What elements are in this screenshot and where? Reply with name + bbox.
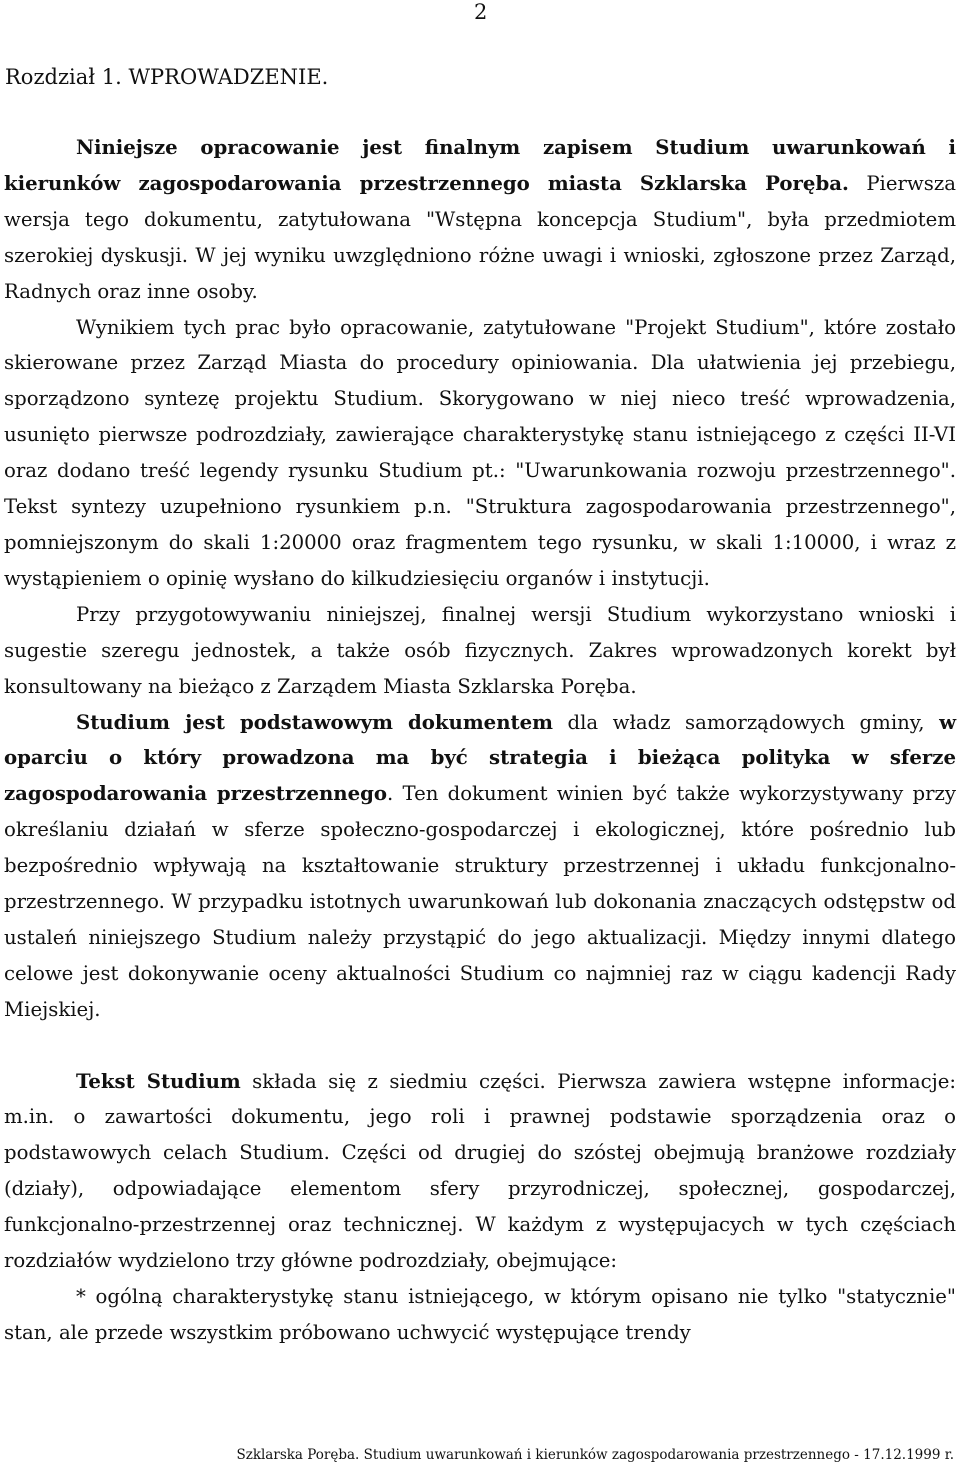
page-number: 2 xyxy=(474,0,488,24)
page-footer: Szklarska Poręba. Studium uwarunkowań i kierunków zagospodarowania przestrzennego - 17.12.1999 r. xyxy=(236,1447,954,1463)
body-text xyxy=(4,130,956,1351)
chapter-title: Rozdział 1. WPROWADZENIE. xyxy=(5,65,329,89)
paragraph-intro-emphasis: Niniejsze opracowanie jest finalnym zapisem Studium uwarunkowań i kierunków zagospodarowania przestrzennego miasta Szklarska Poręba. xyxy=(4,136,956,195)
paragraph-final-version: Przy przygotowywaniu niniejszej, finalnej wersji Studium wykorzystano wnioski i sugestie szeregu jednostek, a także osób fizycznych. Zakres wprowadzonych korekt był konsultowany na bieżąco z Zarządem Miasta Szklarska Poręba. xyxy=(4,602,956,698)
paragraph-project: Wynikiem tych prac było opracowanie, zatytułowane "Projekt Studium", które zostało skierowane przez Zarząd Miasta do procedury opiniowania. Dla ułatwienia jej przebiegu, sporządzono syntezę projektu Studium. Skorygowano w niej nieco treść wprowadzenia, usunięto pierwsze podrozdziały, zawierające charakterystykę stanu istniejącego z części II-VI oraz dodano treść legendy rysunku Studium pt.: "Uwarunkowania rozwoju przestrzennego". Tekst syntezy uzupełniono rysunkiem p.n. "Struktura zagospodarowania przestrzennego", pomniejszonym do skali 1:20000 oraz fragmentem tego rysunku, w skali 1:10000, i wraz z wystąpieniem o opinię wysłano do kilkudziesięciu organów i instytucji. xyxy=(4,315,956,590)
paragraph-role xyxy=(4,705,956,1028)
paragraph-role-text-2: . Ten dokument winien być także wykorzystywany przy określaniu działań w sferze społeczno-gospodarczej i ekologicznej, które pośrednio lub bezpośrednio wpływają na kształtowanie struktury przestrzennej i układu funkcjonalno-przestrzennego. W przypadku istotnych uwarunkowań lub dokonania znaczących odstępstw od ustaleń niniejszego Studium należy przystąpić do jego aktualizacji. Między innymi dlatego celowe jest dokonywanie oceny aktualności Studium co najmniej raz w ciągu kadencji Rady Miejskiej. xyxy=(4,782,956,1021)
paragraph-structure xyxy=(4,1064,956,1279)
paragraph-role-emphasis-2: w oparciu o który prowadzona ma być strategia i bieżąca polityka w sferze zagospodarowania przestrzennego xyxy=(4,710,957,806)
list-item: * ogólną charakterystykę stanu istniejącego, w którym opisano nie tylko "statycznie" stan, ale przede wszystkim próbowano uchwycić występujące trendy xyxy=(4,1284,956,1344)
paragraph-structure-text: składa się z siedmiu części. Pierwsza zawiera wstępne informacje: m.in. o zawartości dokumentu, jego roli i prawnej podstawie sporządzenia oraz o podstawowych celach Studium. Części od drugiej do szóstej obejmują branżowe rozdziały (działy), odpowiadające elementom sfery przyrodniczej, społecznej, gospodarczej, funkcjonalno-przestrzennej oraz technicznej. W każdym z występujacych w tych częściach rozdziałów wydzielono trzy główne podrozdziały, obejmujące: xyxy=(4,1069,956,1273)
paragraph-intro xyxy=(4,130,956,310)
paragraph-role-text-1: dla władz samorządowych gminy, xyxy=(552,710,940,734)
paragraph-intro-rest: Pierwsza wersja tego dokumentu, zatytułowana "Wstępna koncepcja Studium", była przedmiotem szerokiej dyskusji. W jej wyniku uwzględniono różne uwagi i wnioski, zgłoszone przez Zarząd, Radnych oraz inne osoby. xyxy=(4,171,956,303)
paragraph-role-emphasis-1: Studium jest podstawowym dokumentem xyxy=(76,710,553,734)
paragraph-structure-emphasis: Tekst Studium xyxy=(76,1069,241,1093)
